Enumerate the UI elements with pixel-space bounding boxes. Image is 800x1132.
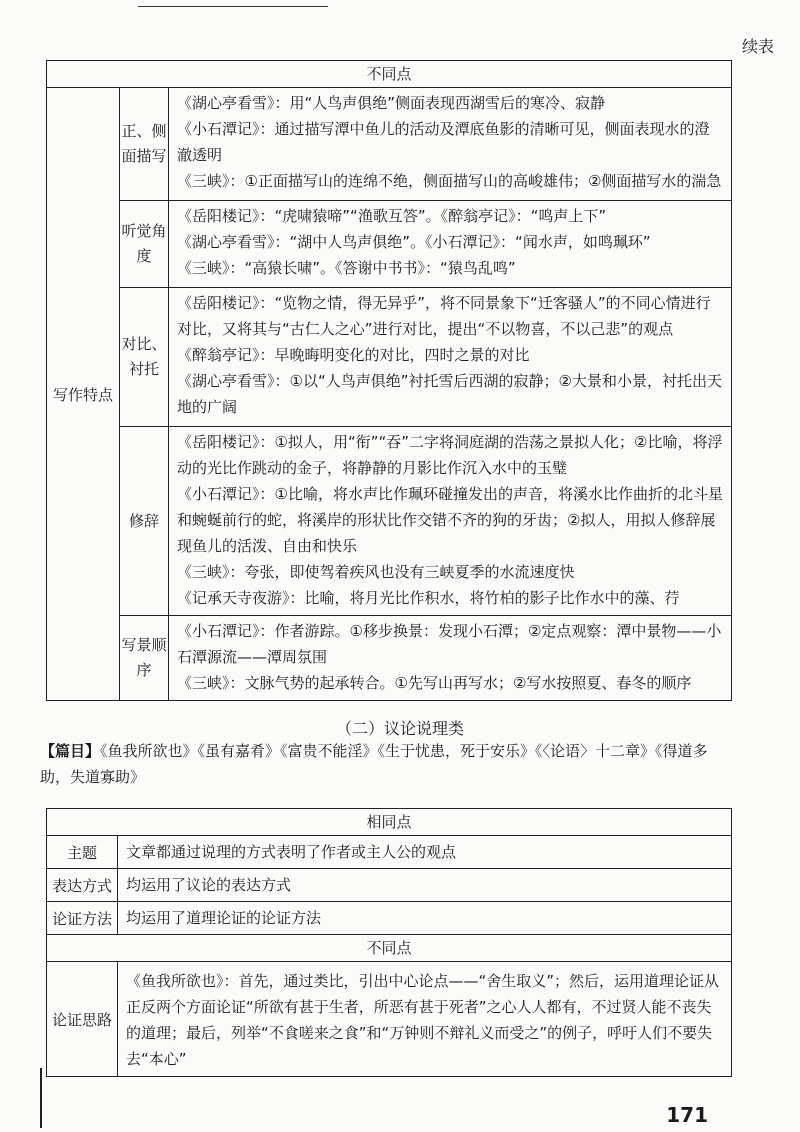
table-row — [47, 869, 732, 902]
content-line: 《三峡》：夸张，即使驾着疾风也没有三峡夏季的水流速度快 — [177, 563, 575, 581]
row-content: 均运用了道理论证的论证方法 — [118, 902, 732, 935]
top-rule — [138, 6, 328, 7]
row-content — [169, 427, 732, 616]
page-number: 171 — [666, 1103, 708, 1127]
content-line: 《三峡》：文脉气势的起承转合。①先写山再写水；②写水按照夏、春冬的顺序 — [177, 674, 692, 692]
row-label: 对比、衬托 — [120, 288, 169, 427]
row-label: 表达方式 — [47, 869, 118, 902]
row-content: 《鱼我所欲也》：首先，通过类比，引出中心论点——“舍生取义”；然后，运用道理论证从正反两个方面论证“所欲有甚于生者，所恶有甚于死者”之心人人都有，不过贤人能不丧失的道理；最后，列举“不食嗟来之食”和“万钟则不辩礼义而受之”的例子，呼吁人们不要失去“本心” — [118, 962, 732, 1077]
article-list-label: 【篇目】 — [40, 742, 101, 760]
content-line: 《湖心亭看雪》：用“人鸟声俱绝”侧面表现西湖雪后的寒冷、寂静 — [177, 94, 606, 112]
row-content: 文章都通过说理的方式表明了作者或主人公的观点 — [118, 836, 732, 869]
row-content — [169, 88, 732, 201]
article-list-text: 《鱼我所欲也》《虽有嘉肴》《富贵不能淫》《生于忧患，死于安乐》《〈论语〉十二章》《得道多助，失道寡助》 — [40, 742, 708, 786]
table-row — [47, 88, 732, 201]
content-line: 《三峡》：“高猿长啸”。《答谢中书书》：“猿鸟乱鸣” — [177, 259, 516, 277]
section-title: （二）议论说理类 — [335, 719, 464, 738]
content-line: 《三峡》：①正面描写山的连绵不绝，侧面描写山的高峻雄伟；②侧面描写水的湍急 — [177, 172, 722, 190]
row-label: 主题 — [47, 836, 118, 869]
left-margin-rule — [40, 1068, 42, 1128]
table-row — [47, 902, 732, 935]
writing-features-table — [46, 60, 732, 701]
row-content — [169, 616, 732, 701]
diff-header: 不同点 — [47, 935, 732, 962]
row-content: 均运用了议论的表达方式 — [118, 869, 732, 902]
table-row — [47, 201, 732, 288]
table-row — [47, 288, 732, 427]
content-line: 《岳阳楼记》：“览物之情，得无异乎”，将不同景象下“迁客骚人”的不同心情进行对比，又将其与“古仁人之心”进行对比，提出“不以物喜，不以己悲”的观点 — [177, 294, 711, 338]
table-row — [47, 962, 732, 1077]
row-label: 写景顺序 — [120, 616, 169, 701]
same-header: 相同点 — [47, 809, 732, 836]
table-row — [47, 836, 732, 869]
content-line: 《醉翁亭记》：早晚晦明变化的对比，四时之景的对比 — [177, 346, 530, 364]
content-line: 《岳阳楼记》：①拟人，用“衔”“吞”二字将洞庭湖的浩荡之景拟人化；②比喻，将浮动的光比作跳动的金子，将静静的月影比作沉入水中的玉璧 — [177, 433, 723, 477]
content-line: 《湖心亭看雪》：“湖中人鸟声俱绝”。《小石潭记》：“闻水声，如鸣珮环” — [177, 233, 651, 251]
table-row — [47, 427, 732, 616]
content-line: 《湖心亭看雪》：①以“人鸟声俱绝”衬托雪后西湖的寂静；②大景和小景，衬托出天地的广阔 — [177, 372, 722, 416]
row-label: 正、侧面描写 — [120, 88, 169, 201]
continued-label: 续表 — [741, 37, 774, 56]
content-line: 《记承天寺夜游》：比喻，将月光比作积水，将竹柏的影子比作水中的藻、荇 — [177, 589, 680, 607]
content-line: 《小石潭记》：通过描写潭中鱼儿的活动及潭底鱼影的清晰可见，侧面表现水的澄澈透明 — [177, 120, 710, 164]
argument-table — [46, 808, 732, 1077]
content-line: 《小石潭记》：①比喻，将水声比作珮环碰撞发出的声音，将溪水比作曲折的北斗星和蜿蜒前行的蛇，将溪岸的形状比作交错不齐的狗的牙齿；②拟人，用拟人修辞展现鱼儿的活泼、自由和快乐 — [177, 485, 723, 555]
row-content — [169, 201, 732, 288]
category-cell: 写作特点 — [47, 88, 120, 701]
row-label: 论证思路 — [47, 962, 118, 1077]
row-label: 听觉角度 — [120, 201, 169, 288]
article-list — [40, 738, 734, 790]
row-label: 修辞 — [120, 427, 169, 616]
content-line: 《小石潭记》：作者游踪。①移步换景：发现小石潭；②定点观察：潭中景物——小石潭源流——潭周氛围 — [177, 622, 722, 666]
table-row — [47, 616, 732, 701]
row-content — [169, 288, 732, 427]
diff-header: 不同点 — [47, 61, 732, 88]
content-line: 《岳阳楼记》：“虎啸猿啼”“渔歌互答”。《醉翁亭记》：“鸣声上下” — [177, 207, 607, 225]
row-label: 论证方法 — [47, 902, 118, 935]
